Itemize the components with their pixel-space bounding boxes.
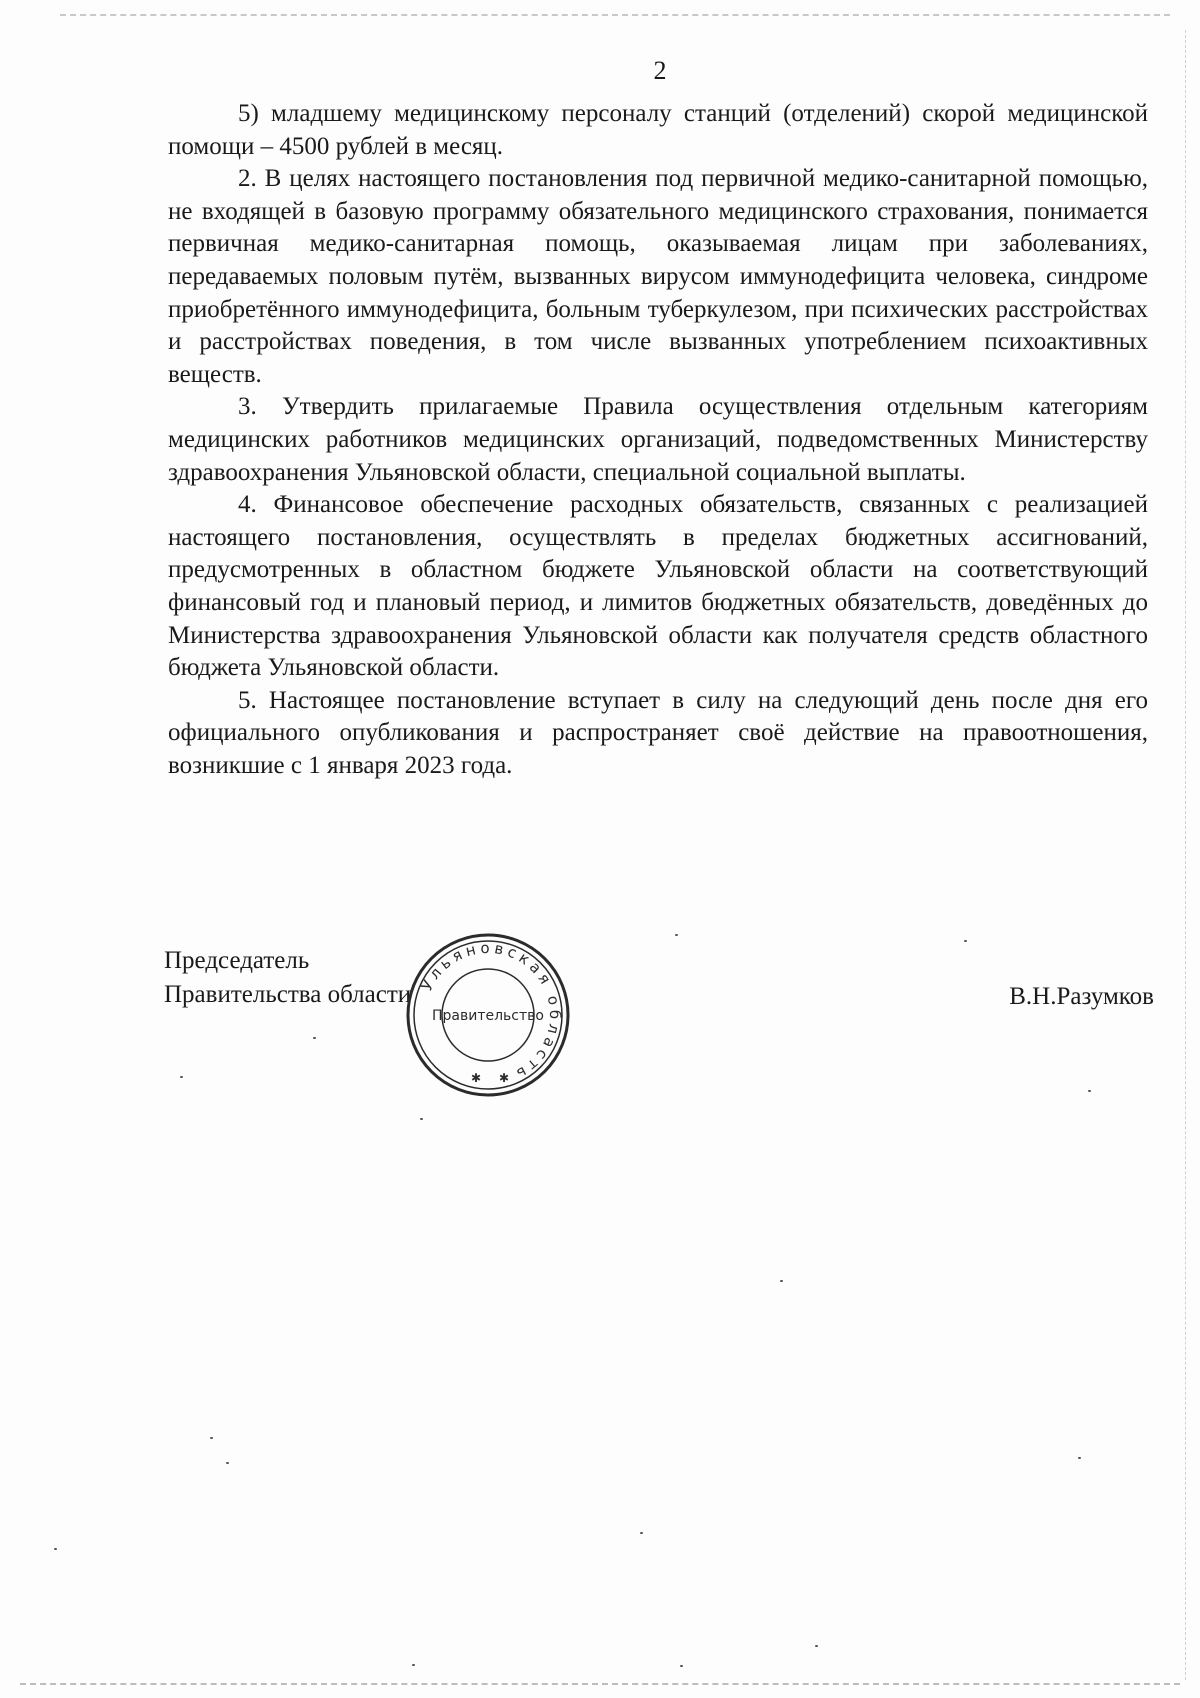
scan-speck — [680, 1665, 683, 1667]
scan-edge-right — [1185, 30, 1186, 1680]
paragraph-item-5-staff: 5) младшему медицинскому персоналу станций (отделений) скорой медицинской помощи – 4500 рублей в месяц. — [168, 100, 1148, 160]
seal-star-icon: ✱ — [499, 1071, 510, 1085]
scan-speck — [210, 1437, 213, 1439]
seal-ring-text: Ульяновская область — [417, 938, 565, 1085]
scan-speck — [1078, 1457, 1081, 1459]
scan-speck — [780, 1280, 783, 1282]
scan-speck — [1088, 1090, 1091, 1092]
scan-speck — [226, 1462, 229, 1464]
signatory-position-line2: Правительства области — [164, 981, 412, 1008]
scan-speck — [964, 940, 967, 942]
document-body — [168, 98, 1148, 782]
scan-speck — [313, 1037, 316, 1039]
paragraph-2-definition: 2. В целях настоящего постановления под первичной медико-санитарной помощью, не входящей в базовую программу обязательного медицинского страхования, понимается первичная медико-санитарная помощь, оказываемая лицам при заболеваниях, передаваемых половым путём, вызванных вирусом иммунодефицита человека, синдроме приобретённого иммунодефицита, больным туберкулезом, при психических расстройствах и расстройствах поведения, в том числе вызванных употреблением психоактивных веществ. — [168, 165, 1148, 388]
signatory-position-line1: Председатель — [164, 947, 310, 974]
official-seal-stamp — [403, 930, 573, 1100]
page-number: 2 — [653, 56, 667, 85]
paragraph-4-financing: 4. Финансовое обеспечение расходных обязательств, связанных с реализацией настоящего постановления, осуществлять в пределах бюджетных ассигнований, предусмотренных в областном бюджете Ульяновской области на соответствующий финансовый год и плановый период, и лимитов бюджетных обязательств, доведённых до Министерства здравоохранения Ульяновской области как получателя средств областного бюджета Ульяновской области. — [168, 491, 1148, 682]
scan-speck — [54, 1548, 57, 1550]
scan-edge-bottom — [20, 1683, 1180, 1685]
seal-center-text: Правительство — [432, 1008, 544, 1024]
scan-speck — [640, 1532, 643, 1534]
signatory-name: В.Н.Разумков — [1009, 983, 1154, 1010]
scan-speck — [180, 1076, 183, 1078]
seal-star-icon: ✱ — [471, 1071, 482, 1085]
scan-edge-top — [60, 14, 1170, 16]
scan-speck — [675, 934, 678, 936]
paragraph-3-approve-rules: 3. Утвердить прилагаемые Правила осуществления отдельным категориям медицинских работников медицинских организаций, подведомственных Министерству здравоохранения Ульяновской области, специальной социальной выплаты. — [168, 393, 1148, 486]
scan-speck — [420, 1118, 423, 1120]
paragraph-5-effective-date: 5. Настоящее постановление вступает в силу на следующий день после дня его официального опубликования и распространяет своё действие на правоотношения, возникшие с 1 января 2023 года. — [168, 686, 1148, 779]
signature-block — [164, 945, 1154, 1085]
scan-speck — [815, 1645, 818, 1647]
scan-speck — [412, 1664, 415, 1666]
